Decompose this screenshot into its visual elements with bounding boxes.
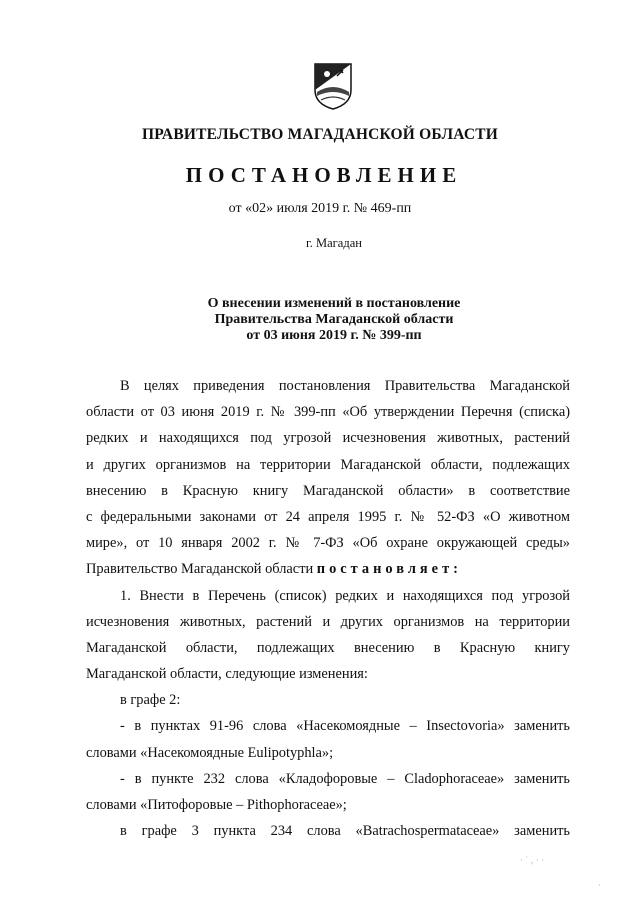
scan-noise: · ˙ ‚ · · (520, 855, 544, 865)
scan-noise: · (598, 880, 601, 890)
body-line: В целях приведения постановления Правительства Магаданской (120, 378, 570, 394)
body-line: редких и находящихся под угрозой исчезновения животных, растений (86, 430, 570, 447)
body-line: словами «Насекомоядные Eulipotyphla»; (86, 744, 334, 761)
body-line: области от 03 июня 2019 г. № 399-пп «Об утверждении Перечня (списка) (86, 404, 570, 421)
body-line: исчезновения животных, растений и других организмов на территории (86, 613, 570, 630)
document-subject (0, 296, 640, 344)
body-line: и других организмов на территории Магаданской области, подлежащих (86, 456, 570, 473)
body-line: в графе 3 пункта 234 слова «Batrachospermataceae» заменить (120, 823, 570, 840)
government-name: ПРАВИТЕЛЬСТВО МАГАДАНСКОЙ ОБЛАСТИ (141, 126, 499, 143)
resolves-word: постановляет: (316, 561, 462, 578)
body-line: с федеральными законами от 24 апреля 1995 г. № 52-ФЗ «О животном (86, 508, 570, 525)
document-date-number: от «02» июля 2019 г. № 469-пп (228, 201, 412, 216)
subject-line: О внесении изменений в постановление (207, 296, 461, 311)
body-text: Правительство Магаданской области (86, 561, 314, 578)
body-line (86, 556, 570, 582)
document-type: ПОСТАНОВЛЕНИЕ (185, 163, 463, 187)
body-line: 1. Внести в Перечень (список) редких и находящихся под угрозой (120, 587, 570, 604)
body-line: в графе 2: (120, 692, 181, 709)
document-body (86, 373, 570, 844)
coat-of-arms-emblem (313, 62, 353, 110)
subject-line: от 03 июня 2019 г. № 399-пп (246, 328, 422, 343)
body-line: словами «Питофоровые – Pithophoraceae»; (86, 797, 347, 813)
body-line: - в пункте 232 слова «Кладофоровые – Cladophoraceae» заменить (120, 770, 570, 787)
body-line: Магаданской области, следующие изменения: (86, 666, 368, 683)
subject-line: Правительства Магаданской области (214, 312, 454, 327)
body-line: внесению в Красную книгу Магаданской области» в соответствие (86, 482, 570, 499)
body-line: - в пунктах 91-96 слова «Насекомоядные – Insectovoria» заменить (120, 718, 570, 735)
body-line: мире», от 10 января 2002 г. № 7-ФЗ «Об охране окружающей среды» (86, 535, 570, 552)
body-line: Магаданской области, подлежащих внесению в Красную книгу (86, 639, 570, 656)
city-name: г. Магадан (306, 236, 362, 250)
